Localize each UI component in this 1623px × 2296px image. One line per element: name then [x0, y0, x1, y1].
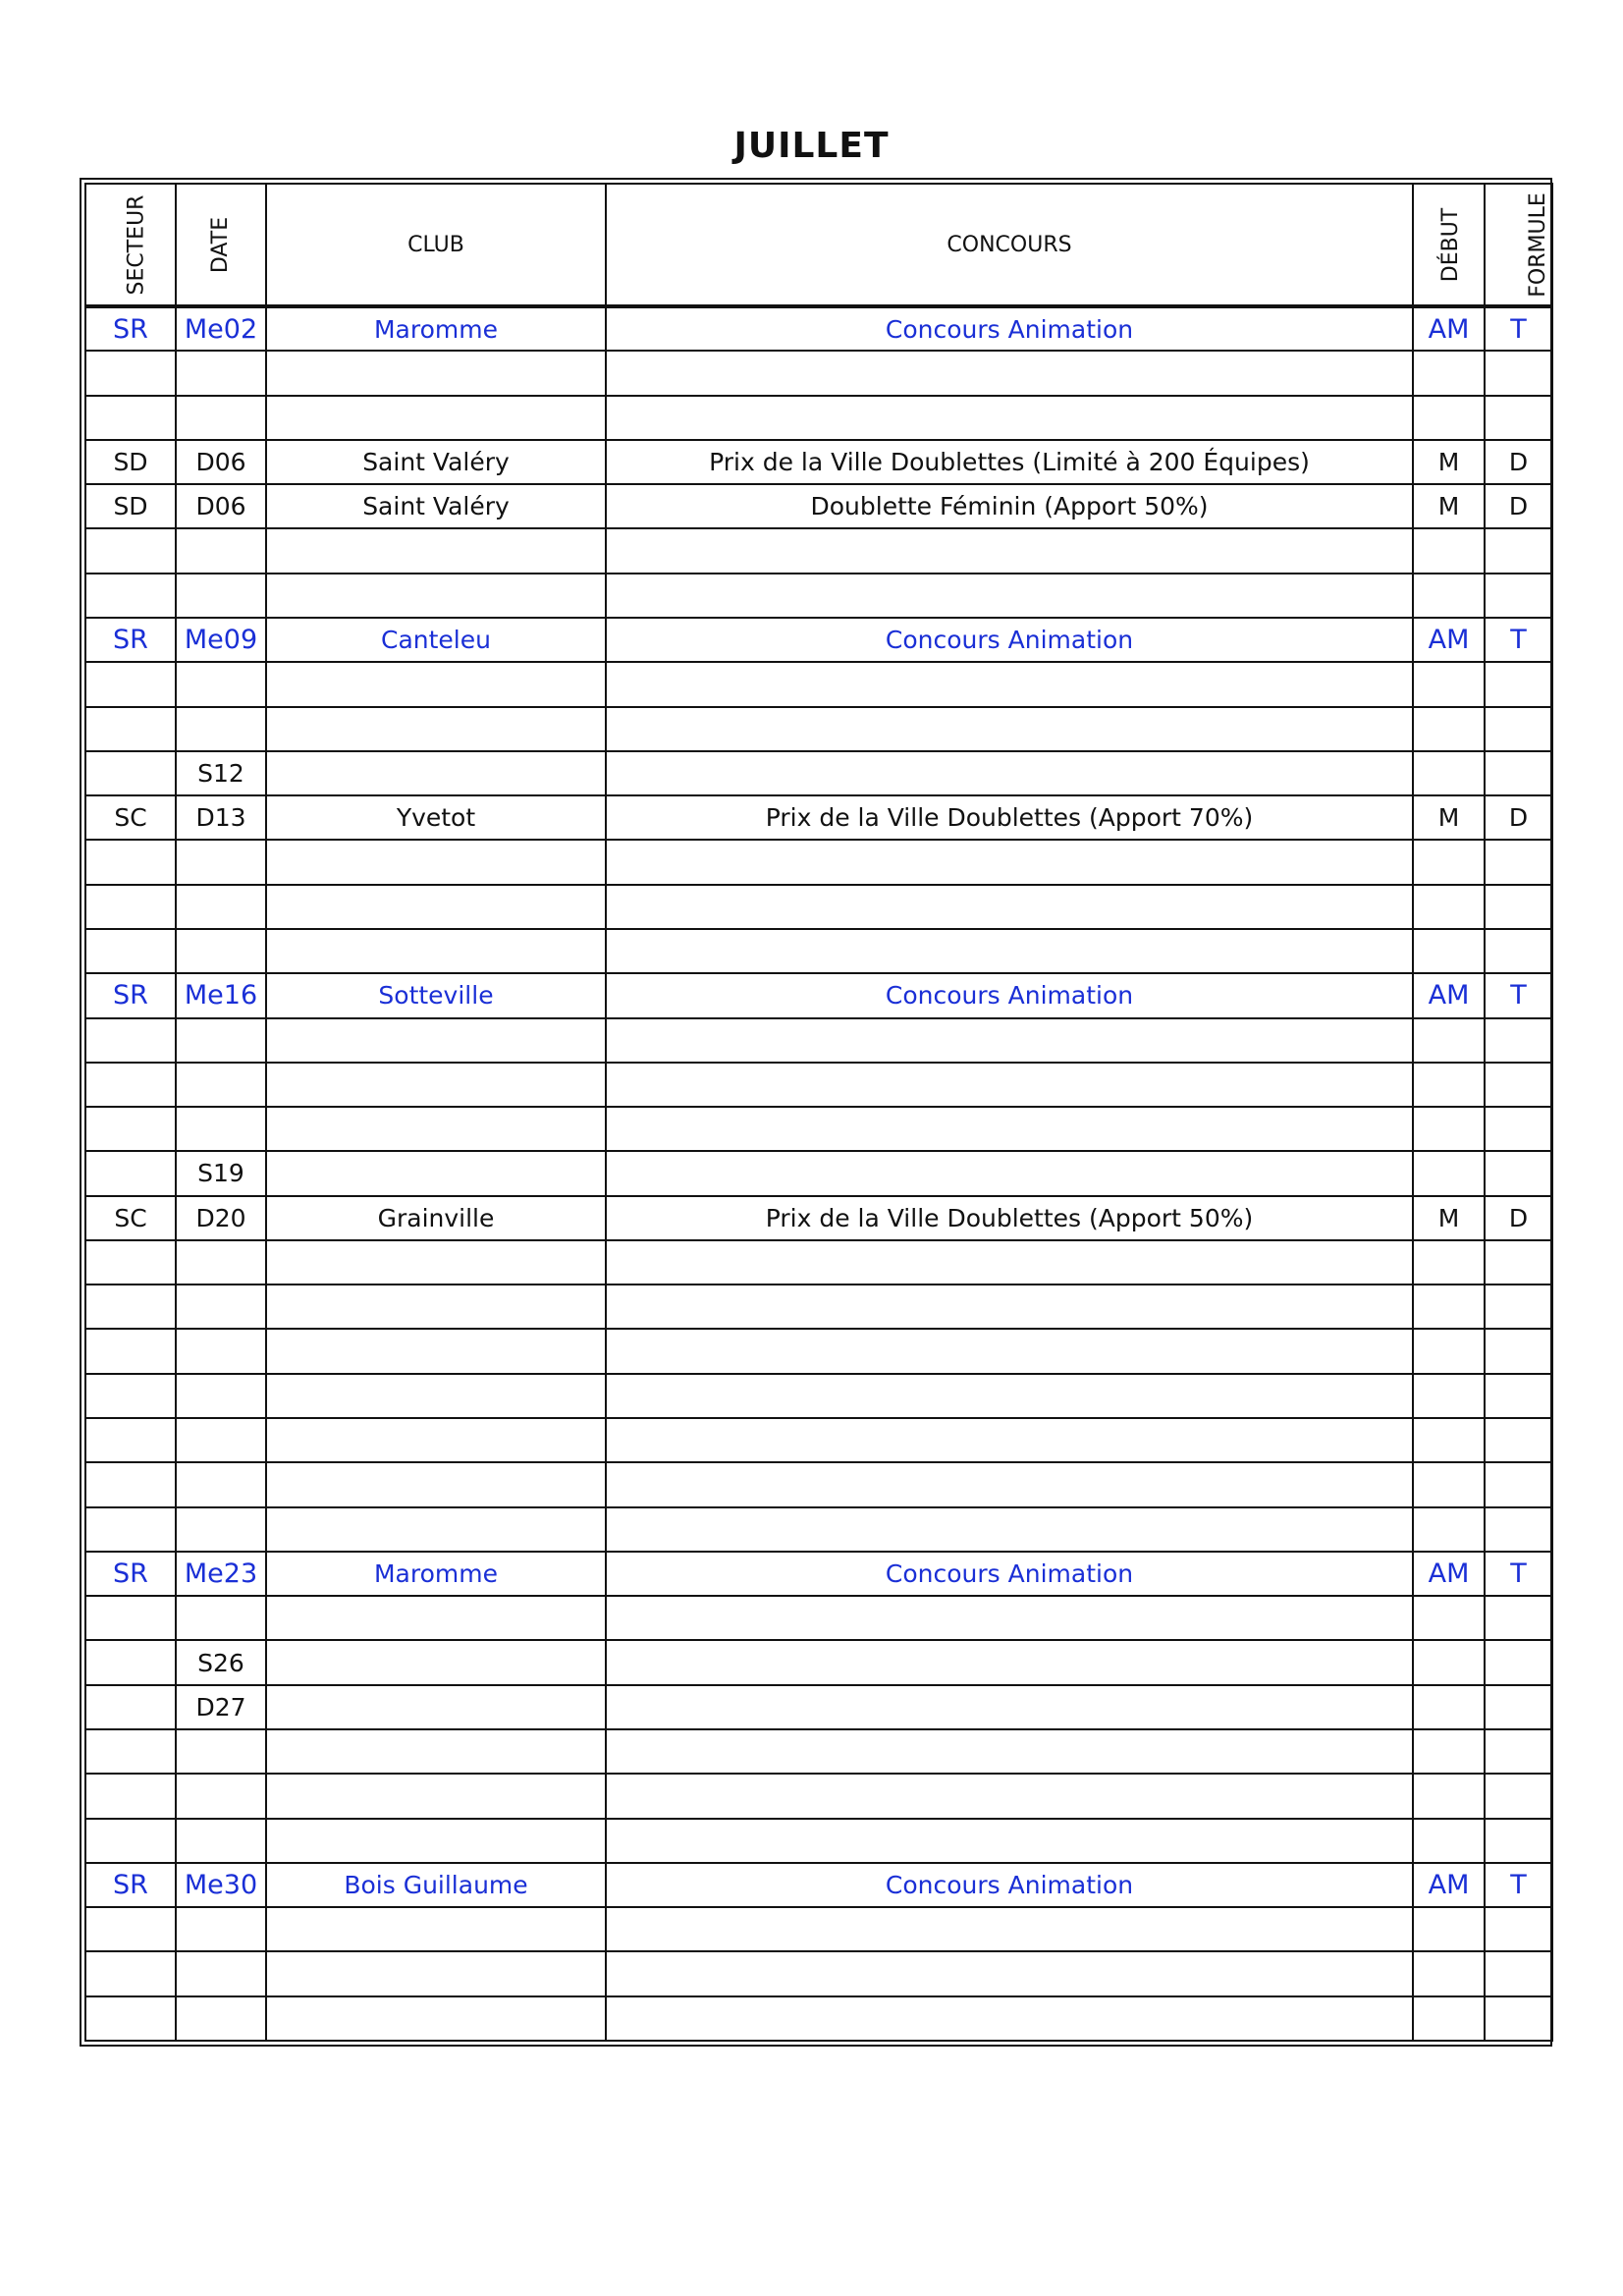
cell-formule — [1485, 885, 1552, 929]
cell-formule — [1485, 396, 1552, 440]
table-row — [85, 973, 1552, 1017]
cell-formule — [1485, 1285, 1552, 1329]
table-row — [85, 528, 1552, 573]
cell-concours — [606, 1285, 1413, 1329]
cell-debut — [1413, 1107, 1485, 1151]
cell-club — [266, 1951, 606, 1995]
cell-concours: Concours Animation — [606, 618, 1413, 662]
cell-formule — [1485, 1729, 1552, 1774]
cell-date — [176, 1240, 266, 1285]
cell-concours — [606, 1685, 1413, 1729]
cell-date: S26 — [176, 1640, 266, 1684]
cell-concours — [606, 1507, 1413, 1552]
calendar-table-frame — [80, 178, 1552, 2047]
cell-formule — [1485, 1329, 1552, 1373]
cell-club: Maromme — [266, 1552, 606, 1596]
cell-secteur — [85, 574, 176, 618]
cell-club — [266, 840, 606, 884]
cell-concours — [606, 1462, 1413, 1506]
cell-date — [176, 1907, 266, 1951]
table-row — [85, 1418, 1552, 1462]
cell-date — [176, 1329, 266, 1373]
cell-concours — [606, 1774, 1413, 1818]
cell-debut — [1413, 929, 1485, 973]
cell-concours — [606, 1107, 1413, 1151]
table-row — [85, 1729, 1552, 1774]
cell-concours — [606, 1018, 1413, 1063]
cell-club — [266, 1151, 606, 1195]
cell-debut — [1413, 1685, 1485, 1729]
cell-date: Me16 — [176, 973, 266, 1017]
cell-club — [266, 1374, 606, 1418]
table-row — [85, 1063, 1552, 1107]
cell-debut — [1413, 1507, 1485, 1552]
cell-secteur — [85, 707, 176, 751]
table-row — [85, 1685, 1552, 1729]
cell-debut — [1413, 351, 1485, 395]
table-row — [85, 1329, 1552, 1373]
cell-formule — [1485, 840, 1552, 884]
cell-secteur — [85, 528, 176, 573]
cell-debut — [1413, 1996, 1485, 2041]
cell-debut: M — [1413, 795, 1485, 840]
cell-debut: AM — [1413, 618, 1485, 662]
cell-secteur: SC — [85, 795, 176, 840]
cell-secteur — [85, 1063, 176, 1107]
cell-club — [266, 396, 606, 440]
table-row — [85, 929, 1552, 973]
cell-formule — [1485, 1507, 1552, 1552]
cell-debut: AM — [1413, 306, 1485, 351]
table-body — [85, 306, 1552, 2041]
cell-debut — [1413, 1374, 1485, 1418]
table-row — [85, 574, 1552, 618]
cell-concours — [606, 929, 1413, 973]
cell-club — [266, 662, 606, 706]
cell-secteur — [85, 1819, 176, 1863]
cell-concours — [606, 1374, 1413, 1418]
cell-date — [176, 1996, 266, 2041]
header-club: CLUB — [266, 184, 606, 306]
cell-club — [266, 1729, 606, 1774]
cell-concours — [606, 1996, 1413, 2041]
cell-secteur — [85, 840, 176, 884]
cell-debut — [1413, 707, 1485, 751]
cell-secteur — [85, 1996, 176, 2041]
cell-debut — [1413, 885, 1485, 929]
cell-debut — [1413, 1596, 1485, 1640]
table-row — [85, 707, 1552, 751]
cell-date: D20 — [176, 1196, 266, 1240]
cell-concours: Prix de la Ville Doublettes (Limité à 200 Équipes) — [606, 440, 1413, 484]
cell-secteur — [85, 1107, 176, 1151]
cell-debut — [1413, 1329, 1485, 1373]
table-row — [85, 662, 1552, 706]
cell-secteur — [85, 1018, 176, 1063]
cell-club: Saint Valéry — [266, 484, 606, 528]
cell-date — [176, 840, 266, 884]
table-row — [85, 1863, 1552, 1907]
cell-secteur — [85, 751, 176, 795]
cell-formule — [1485, 1596, 1552, 1640]
cell-debut — [1413, 662, 1485, 706]
cell-concours — [606, 840, 1413, 884]
cell-formule: T — [1485, 1552, 1552, 1596]
cell-debut: M — [1413, 484, 1485, 528]
cell-concours — [606, 528, 1413, 573]
cell-secteur — [85, 1907, 176, 1951]
cell-date — [176, 707, 266, 751]
cell-date: D27 — [176, 1685, 266, 1729]
cell-formule: T — [1485, 306, 1552, 351]
cell-club — [266, 1018, 606, 1063]
cell-secteur — [85, 929, 176, 973]
cell-club — [266, 1462, 606, 1506]
cell-club — [266, 885, 606, 929]
cell-club — [266, 929, 606, 973]
cell-club — [266, 1819, 606, 1863]
cell-secteur — [85, 1729, 176, 1774]
cell-concours — [606, 1063, 1413, 1107]
cell-secteur — [85, 1374, 176, 1418]
table-row — [85, 1018, 1552, 1063]
cell-date — [176, 1285, 266, 1329]
cell-debut — [1413, 1729, 1485, 1774]
cell-date — [176, 1063, 266, 1107]
cell-club — [266, 1285, 606, 1329]
cell-debut — [1413, 1774, 1485, 1818]
cell-formule — [1485, 1063, 1552, 1107]
cell-formule: D — [1485, 795, 1552, 840]
table-row — [85, 1196, 1552, 1240]
cell-date: D06 — [176, 440, 266, 484]
cell-club — [266, 574, 606, 618]
cell-debut — [1413, 1640, 1485, 1684]
cell-concours: Prix de la Ville Doublettes (Apport 70%) — [606, 795, 1413, 840]
table-row — [85, 840, 1552, 884]
cell-date: Me09 — [176, 618, 266, 662]
table-row — [85, 440, 1552, 484]
header-date-label: DATE — [208, 216, 234, 273]
cell-formule — [1485, 528, 1552, 573]
cell-debut: M — [1413, 440, 1485, 484]
cell-debut — [1413, 1907, 1485, 1951]
cell-concours: Concours Animation — [606, 973, 1413, 1017]
cell-secteur — [85, 1640, 176, 1684]
cell-concours — [606, 351, 1413, 395]
cell-concours: Concours Animation — [606, 1552, 1413, 1596]
cell-date — [176, 1462, 266, 1506]
cell-formule — [1485, 1774, 1552, 1818]
header-formule — [1485, 184, 1552, 306]
cell-club: Sotteville — [266, 973, 606, 1017]
table-row — [85, 1507, 1552, 1552]
cell-debut — [1413, 1151, 1485, 1195]
cell-formule — [1485, 1151, 1552, 1195]
cell-debut — [1413, 1240, 1485, 1285]
table-row — [85, 618, 1552, 662]
cell-debut — [1413, 1418, 1485, 1462]
cell-date — [176, 1596, 266, 1640]
cell-concours — [606, 1240, 1413, 1285]
header-date — [176, 184, 266, 306]
cell-secteur: SR — [85, 1552, 176, 1596]
cell-secteur — [85, 885, 176, 929]
cell-secteur: SD — [85, 484, 176, 528]
cell-secteur: SR — [85, 1863, 176, 1907]
cell-club — [266, 351, 606, 395]
table-row — [85, 306, 1552, 351]
table-row — [85, 1774, 1552, 1818]
cell-club — [266, 1907, 606, 1951]
table-row — [85, 1285, 1552, 1329]
cell-formule — [1485, 751, 1552, 795]
cell-concours — [606, 574, 1413, 618]
cell-formule: D — [1485, 1196, 1552, 1240]
cell-formule — [1485, 1374, 1552, 1418]
cell-concours — [606, 662, 1413, 706]
cell-club — [266, 751, 606, 795]
table-row — [85, 1240, 1552, 1285]
table-row — [85, 1819, 1552, 1863]
cell-secteur — [85, 1507, 176, 1552]
header-row — [85, 184, 1552, 306]
cell-debut — [1413, 1819, 1485, 1863]
cell-concours — [606, 1596, 1413, 1640]
header-debut-label: DÉBUT — [1438, 207, 1464, 282]
cell-formule — [1485, 351, 1552, 395]
cell-formule — [1485, 1951, 1552, 1995]
cell-date: S12 — [176, 751, 266, 795]
cell-date — [176, 528, 266, 573]
cell-formule — [1485, 1819, 1552, 1863]
cell-formule — [1485, 1240, 1552, 1285]
cell-concours — [606, 1329, 1413, 1373]
cell-club — [266, 528, 606, 573]
cell-debut: AM — [1413, 1863, 1485, 1907]
cell-concours — [606, 1819, 1413, 1863]
cell-debut: AM — [1413, 973, 1485, 1017]
cell-date — [176, 1107, 266, 1151]
cell-concours — [606, 707, 1413, 751]
cell-club — [266, 1774, 606, 1818]
cell-secteur: SR — [85, 618, 176, 662]
cell-secteur — [85, 662, 176, 706]
cell-date — [176, 1951, 266, 1995]
cell-secteur: SD — [85, 440, 176, 484]
cell-secteur — [85, 1329, 176, 1373]
cell-debut — [1413, 1018, 1485, 1063]
cell-secteur — [85, 1151, 176, 1195]
table-row — [85, 1107, 1552, 1151]
cell-date: S19 — [176, 1151, 266, 1195]
cell-debut: AM — [1413, 1552, 1485, 1596]
cell-date — [176, 662, 266, 706]
table-row — [85, 1596, 1552, 1640]
cell-debut — [1413, 751, 1485, 795]
cell-club — [266, 1640, 606, 1684]
cell-formule — [1485, 707, 1552, 751]
cell-formule — [1485, 1685, 1552, 1729]
table-row — [85, 1951, 1552, 1995]
cell-club — [266, 1507, 606, 1552]
cell-secteur: SR — [85, 306, 176, 351]
calendar-table — [84, 183, 1553, 2042]
cell-formule: T — [1485, 973, 1552, 1017]
cell-date — [176, 351, 266, 395]
table-row — [85, 1996, 1552, 2041]
cell-concours: Concours Animation — [606, 306, 1413, 351]
cell-secteur: SR — [85, 973, 176, 1017]
cell-club — [266, 707, 606, 751]
cell-date: D13 — [176, 795, 266, 840]
cell-club — [266, 1685, 606, 1729]
table-row — [85, 795, 1552, 840]
table-row — [85, 1640, 1552, 1684]
table-row — [85, 885, 1552, 929]
table-row — [85, 484, 1552, 528]
cell-debut — [1413, 396, 1485, 440]
header-concours: CONCOURS — [606, 184, 1413, 306]
cell-secteur: SC — [85, 1196, 176, 1240]
cell-concours — [606, 1151, 1413, 1195]
cell-concours — [606, 1640, 1413, 1684]
cell-secteur — [85, 1418, 176, 1462]
cell-club: Grainville — [266, 1196, 606, 1240]
cell-concours: Doublette Féminin (Apport 50%) — [606, 484, 1413, 528]
cell-secteur — [85, 1596, 176, 1640]
cell-concours: Concours Animation — [606, 1863, 1413, 1907]
table-row — [85, 1374, 1552, 1418]
cell-club: Yvetot — [266, 795, 606, 840]
cell-concours — [606, 1418, 1413, 1462]
cell-secteur — [85, 1951, 176, 1995]
cell-formule — [1485, 1996, 1552, 2041]
cell-formule — [1485, 662, 1552, 706]
cell-club — [266, 1418, 606, 1462]
cell-club: Saint Valéry — [266, 440, 606, 484]
cell-date — [176, 1774, 266, 1818]
cell-concours — [606, 885, 1413, 929]
cell-concours — [606, 751, 1413, 795]
header-formule-label: FORMULE — [1525, 191, 1550, 298]
cell-date — [176, 929, 266, 973]
cell-date — [176, 885, 266, 929]
cell-concours — [606, 1907, 1413, 1951]
cell-date — [176, 396, 266, 440]
cell-formule — [1485, 1107, 1552, 1151]
header-secteur — [85, 184, 176, 306]
cell-club: Canteleu — [266, 618, 606, 662]
cell-concours: Prix de la Ville Doublettes (Apport 50%) — [606, 1196, 1413, 1240]
cell-date: D06 — [176, 484, 266, 528]
cell-debut — [1413, 1063, 1485, 1107]
table-row — [85, 751, 1552, 795]
cell-club — [266, 1596, 606, 1640]
table-row — [85, 1151, 1552, 1195]
cell-date: Me02 — [176, 306, 266, 351]
cell-debut — [1413, 1285, 1485, 1329]
page-title: JUILLET — [733, 126, 890, 166]
cell-date — [176, 1018, 266, 1063]
cell-secteur — [85, 1285, 176, 1329]
cell-concours — [606, 396, 1413, 440]
cell-club — [266, 1329, 606, 1373]
cell-date — [176, 1507, 266, 1552]
table-row — [85, 351, 1552, 395]
table-row — [85, 1552, 1552, 1596]
cell-club — [266, 1107, 606, 1151]
cell-secteur — [85, 1774, 176, 1818]
cell-secteur — [85, 1240, 176, 1285]
cell-debut — [1413, 1462, 1485, 1506]
cell-formule — [1485, 1640, 1552, 1684]
cell-club: Bois Guillaume — [266, 1863, 606, 1907]
cell-formule — [1485, 1418, 1552, 1462]
cell-formule: D — [1485, 440, 1552, 484]
cell-club: Maromme — [266, 306, 606, 351]
cell-date: Me23 — [176, 1552, 266, 1596]
cell-secteur — [85, 351, 176, 395]
header-secteur-label: SECTEUR — [124, 194, 149, 295]
cell-date — [176, 574, 266, 618]
cell-date — [176, 1374, 266, 1418]
cell-formule: D — [1485, 484, 1552, 528]
table-row — [85, 1462, 1552, 1506]
cell-secteur — [85, 396, 176, 440]
header-debut — [1413, 184, 1485, 306]
table-row — [85, 396, 1552, 440]
cell-club — [266, 1996, 606, 2041]
cell-debut — [1413, 1951, 1485, 1995]
cell-debut — [1413, 840, 1485, 884]
cell-formule: T — [1485, 618, 1552, 662]
cell-date: Me30 — [176, 1863, 266, 1907]
cell-club — [266, 1240, 606, 1285]
cell-concours — [606, 1729, 1413, 1774]
cell-concours — [606, 1951, 1413, 1995]
cell-debut — [1413, 574, 1485, 618]
cell-secteur — [85, 1462, 176, 1506]
table-row — [85, 1907, 1552, 1951]
cell-formule — [1485, 1462, 1552, 1506]
cell-formule — [1485, 574, 1552, 618]
cell-club — [266, 1063, 606, 1107]
cell-debut — [1413, 528, 1485, 573]
cell-date — [176, 1819, 266, 1863]
cell-formule: T — [1485, 1863, 1552, 1907]
cell-secteur — [85, 1685, 176, 1729]
cell-debut: M — [1413, 1196, 1485, 1240]
cell-formule — [1485, 929, 1552, 973]
cell-date — [176, 1729, 266, 1774]
cell-formule — [1485, 1018, 1552, 1063]
cell-formule — [1485, 1907, 1552, 1951]
cell-date — [176, 1418, 266, 1462]
